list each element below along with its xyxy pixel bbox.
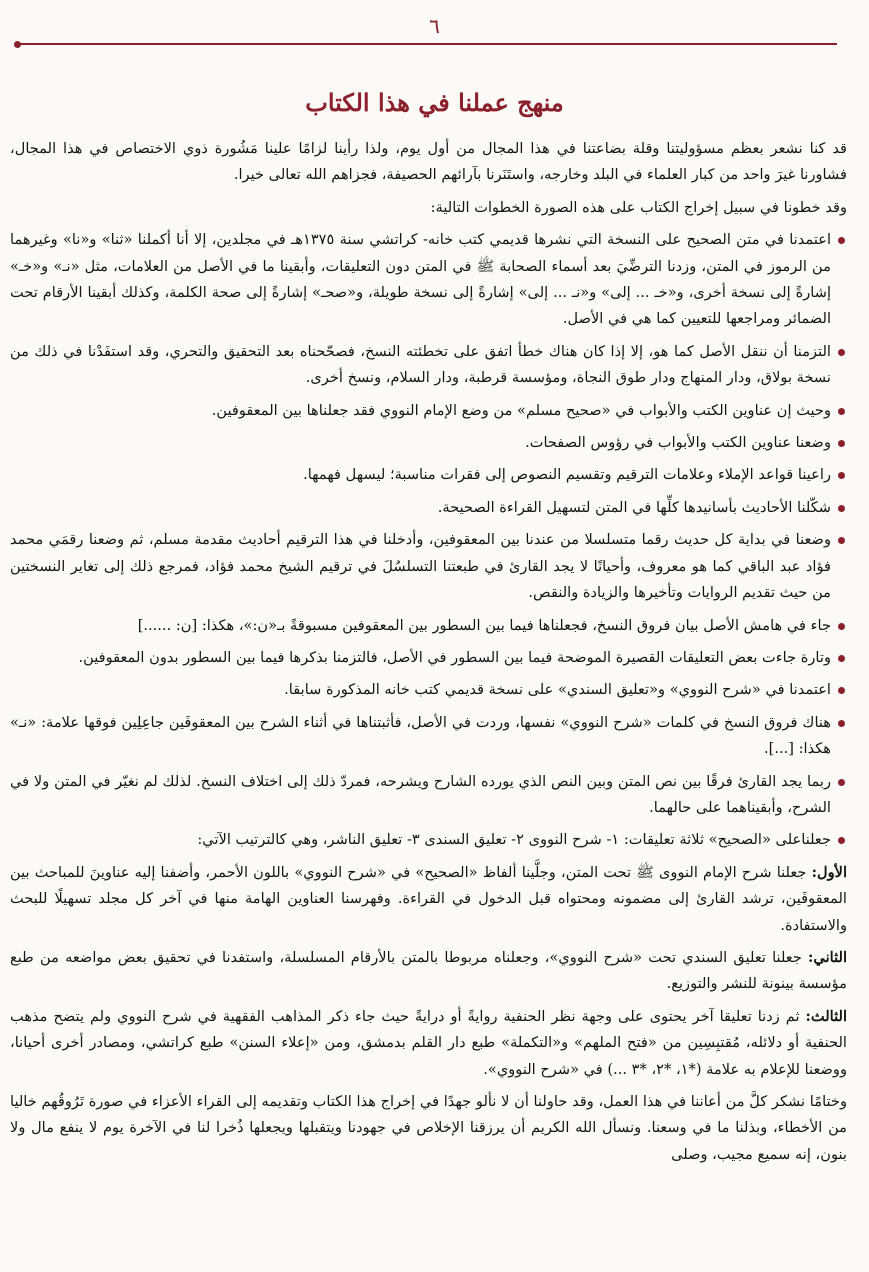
bullet-item: وتارة جاءت بعض التعليقات القصيرة الموضحة فيما بين السطور في الأصل، فالتزمنا بذكرها فيما بين السطور بدون المعقوفين. [10, 645, 847, 671]
page-number: ٦ [429, 14, 440, 38]
paragraph: وقد خطونا في سبيل إخراج الكتاب على هذه الصورة الخطوات التالية: [430, 198, 847, 216]
labeled-paragraph [10, 945, 847, 998]
bullet-item: وضعنا في بداية كل حديث رقما متسلسلا من عندنا بين المعقوفين، وأدخلنا في هذا الترقيم أحاديث مقدمة مسلم، ثم وضعنا رقمَي محمد فؤاد عبد الباقي كما هو معروف، وأحيانًا لا يجد القارئ في طبعتنا التسلسُلَ في ترقيم الشيخ محمد فؤاد، فمرجع ذلك إلى تغاير النسختين من حيث تقديم الروايات وتأخيرها والزيادة والنقص. [10, 527, 847, 606]
body-text [10, 136, 847, 1174]
bullet-item: ربما يجد القارئ فرقًا بين نص المتن وبين النص الذي يورده الشارح ويشرحه، فمردّ ذلك إلى اختلاف النسخ. لذلك لم نغيّر في المتن ولا في الشرح، وأبقيناهما على حالهما. [10, 769, 847, 822]
paragraph-text: جعلنا تعليق السندي تحت «شرح النووي»، وجعلناه مربوطا بالمتن بالأرقام المسلسلة، واستفدنا في تحقيق بعض مواضعه من طبع مؤسسة بينونة للنشر والتوزيع. [10, 948, 847, 993]
header-rule [18, 43, 837, 45]
bullet-item: وحيث إن عناوين الكتب والأبواب في «صحيح مسلم» من وضع الإمام النووي فقد جعلناها بين المعقوفين. [10, 398, 847, 424]
bullet-item: وضعنا عناوين الكتب والأبواب في رؤوس الصفحات. [10, 430, 847, 456]
bullet-item: جاء في هامش الأصل بيان فروق النسخ، فجعلناها فيما بين السطور بين المعقوفين مسبوقةً بـ«ن:»، هكذا: [ن: ......] [10, 613, 847, 639]
paragraph: قد كنا نشعر بعظم مسؤوليتنا وقلة بضاعتنا في هذا المجال من أول يوم، ولذا رأينا لزامًا علينا مَشُورة ذوي الاختصاص في هذا المجال، فشاورنا غيرَ واحد من كبار العلماء في البلد وخارجه، واستَنَرنا بآرائهم الحصيفة، فجزاهم الله تعالى خيرا. [10, 140, 847, 184]
paragraph-text: جعلنا شرح الإمام النووى ﷺ تحت المتن، وجلَّينا ألفاظ «الصحيح» في «شرح النووي» باللون الأحمر، وأضفنا إليه عناوينَ للمباحث بين المعقوفَين، ترشد القارئ إلى مضمونه ومحتواه قبل الدخول في القراءة. وفهرسنا العناوين الهامة منها في آخر كل مجلد تسهيلًا للبحث والاستفادة. [10, 863, 847, 934]
bullet-item: هناك فروق النسخ في كلمات «شرح النووي» نفسها، وردت في الأصل، فأثبتناها في أثناء الشرح بين المعقوفَين جاعِلِين فوقها علامة: «نـ» هكذا: [...]. [10, 710, 847, 763]
bullet-item: اعتمدنا في متن الصحيح على النسخة التي نشرها قديمي كتب خانه- كراتشي سنة ١٣٧٥هـ في مجلدين، إلا أنا أكملنا «ثنا» و«نا» وغيرهما من الرموز في المتن، وزدنا الترضِّيَ بعد أسماء الصحابة ﷺ في المتن دون التعليقات، وأبقينا ما في الأصل من العلامات، مثل «نـ» و«خـ» إشارةً إلى نسخة أخرى، و«خـ ... إلى» و«نـ ... إلى» إشارةً إلى نسخة طويلة، و«صحـ» إشارةً إلى صحة الكلمة، وكذلك أبقينا الأرقام تحت الضمائر ومراجعها للتعيين كما هي في الأصل. [10, 227, 847, 333]
bullet-item: جعلناعلى «الصحيح» ثلاثة تعليقات: ١- شرح النووى ٢- تعليق السندى ٣- تعليق الناشر، وهي كالترتيب الآتي: [10, 827, 847, 853]
labeled-paragraph [10, 1004, 847, 1083]
paragraph: وختامًا نشكر كلَّ من أعاننا في هذا العمل، وقد حاولنا أن لا نألو جهدًا في إخراج هذا الكتاب وتقديمه إلى القراء الأعزاء في صورة تَرُوقُهم خاليا من الأخطاء، وبذلنا ما في وسعنا. ونسأل الله الكريم أن يرزقنا الإخلاص في جهودنا ويتقبلها ويجعلها ذُخرا لنا في الآخرة يوم لا ينفع مال ولا بنون، إنه سميع مجيب، وصلى [10, 1093, 847, 1163]
bullet-item: راعينا قواعد الإملاء وعلامات الترقيم وتقسيم النصوص إلى فقرات مناسبة؛ ليسهل فهمها. [10, 462, 847, 488]
bullet-item: التزمنا أن ننقل الأصل كما هو، إلا إذا كان هناك خطأ اتفق على تخطئته النسخ، فصحّحناه بعد التحقيق والتحري، وقد استفَدْنا في ذلك من نسخة بولاق، ودار المنهاج ودار طوق النجاة، ومؤسسة قرطبة، ودار السلام، ونسخ أخرى. [10, 339, 847, 392]
paragraph-label: الثاني: [808, 948, 847, 966]
bullet-item: شكّلنا الأحاديث بأسانيدها كلِّها في المتن لتسهيل القراءة الصحيحة. [10, 495, 847, 521]
bullet-item: اعتمدنا في «شرح النووي» و«تعليق السندي» على نسخة قديمي كتب خانه المذكورة سابقا. [10, 677, 847, 703]
section-title: منهج عملنا في هذا الكتاب [305, 88, 564, 117]
paragraph-label: الأول: [811, 863, 847, 881]
paragraph-text: ثم زدنا تعليقا آخر يحتوى على وجهة نظر الحنفية روايةً أو درايةً حيث جاء ذكر المذاهب الفقهية في شرح النووي ولم يتضح مذهب الحنفية أو دلائله، مُقتبِسِين من «فتح الملهم» و«التكملة» طبع دار القلم بدمشق، ومن «إعلاء السنن» طبع كراتشي، ومصادر أخرى أحيانا، ووضعنا للإعلام به علامة (*١، *٢، *٣ ...) في «شرح النووي». [10, 1007, 847, 1078]
paragraph-label: الثالث: [805, 1007, 847, 1025]
labeled-paragraph [10, 860, 847, 939]
